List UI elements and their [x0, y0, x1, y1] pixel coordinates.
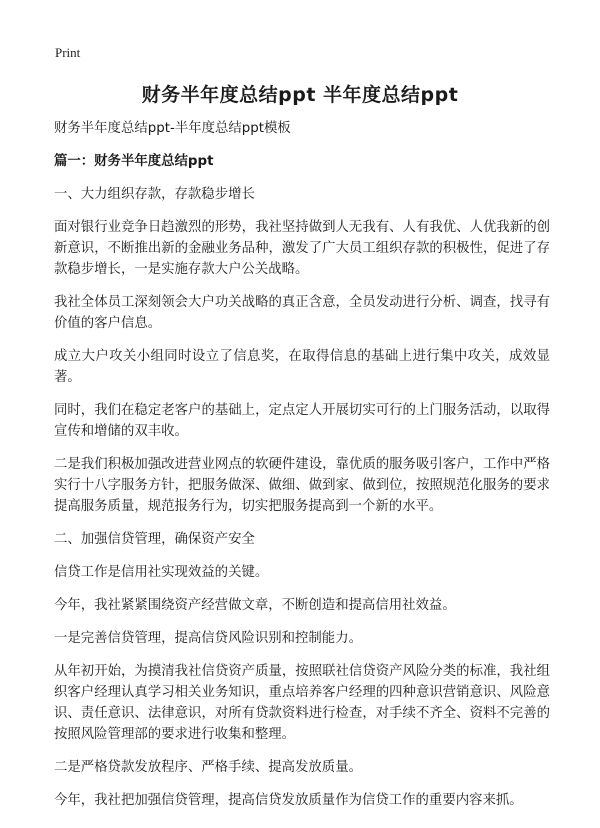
section-heading-2: 二、加强信贷管理，确保资产安全 [54, 532, 255, 547]
document-body [54, 118, 550, 823]
chapter-heading: 篇一：财务半年度总结ppt [54, 154, 214, 169]
paragraph: 二是我们积极加强改进营业网点的软硬件建设，靠优质的服务吸引客户，工作中严格实行十八字服务方针，把服务做深、做细、做到家、做到位，按照规范化服务的要求提高服务质量，规范报务行为，切实把服务提高到一个新的水平。 [54, 457, 550, 514]
paragraph: 二是严格贷款发放程序、严格手续、提高发放质量。 [54, 760, 362, 775]
paragraph: 今年，我社把加强信贷管理，提高信贷发放质量作为信贷工作的重要内容来抓。 [54, 793, 523, 808]
document-subtitle: 财务半年度总结ppt-半年度总结ppt模板 [54, 121, 291, 136]
paragraph: 信贷工作是信用社实现效益的关键。 [54, 565, 269, 580]
section-heading-1: 一、大力组织存款，存款稳步增长 [54, 187, 255, 202]
print-label[interactable]: Print [55, 45, 81, 60]
paragraph: 成立大户攻关小组同时设立了信息奖，在取得信息的基础上进行集中攻关，成效显著。 [54, 349, 550, 385]
paragraph: 一是完善信贷管理，提高信贷风险识别和控制能力。 [54, 631, 362, 646]
paragraph: 今年，我社紧紧围绕资产经营做文章，不断创造和提高信用社效益。 [54, 598, 456, 613]
document-title: 财务半年度总结ppt 半年度总结ppt [141, 84, 459, 106]
paragraph: 面对银行业竞争日趋激烈的形势，我社坚持做到人无我有、人有我优、人优我新的创新意识，不断推出新的金融业务品种，激发了广大员工组织存款的积极性，促进了存款稳步增长，一是实施存款大户公关战略。 [54, 220, 550, 277]
paragraph: 我社全体员工深刻领会大户功关战略的真正含意，全员发动进行分析、调查，找寻有价值的客户信息。 [54, 295, 550, 331]
paragraph: 同时，我们在稳定老客户的基础上，定点定人开展切实可行的上门服务活动，以取得宣传和增储的双丰收。 [54, 403, 550, 439]
paragraph: 从年初开始，为摸清我社信贷资产质量，按照联社信贷资产风险分类的标准，我社组织客户经理认真学习相关业务知识，重点培养客户经理的四种意识营销意识、风险意识、责任意识、法律意识，对所有贷款资料进行检查，对手续不齐全、资料不完善的按照风险管理部的要求进行收集和整理。 [54, 664, 550, 742]
